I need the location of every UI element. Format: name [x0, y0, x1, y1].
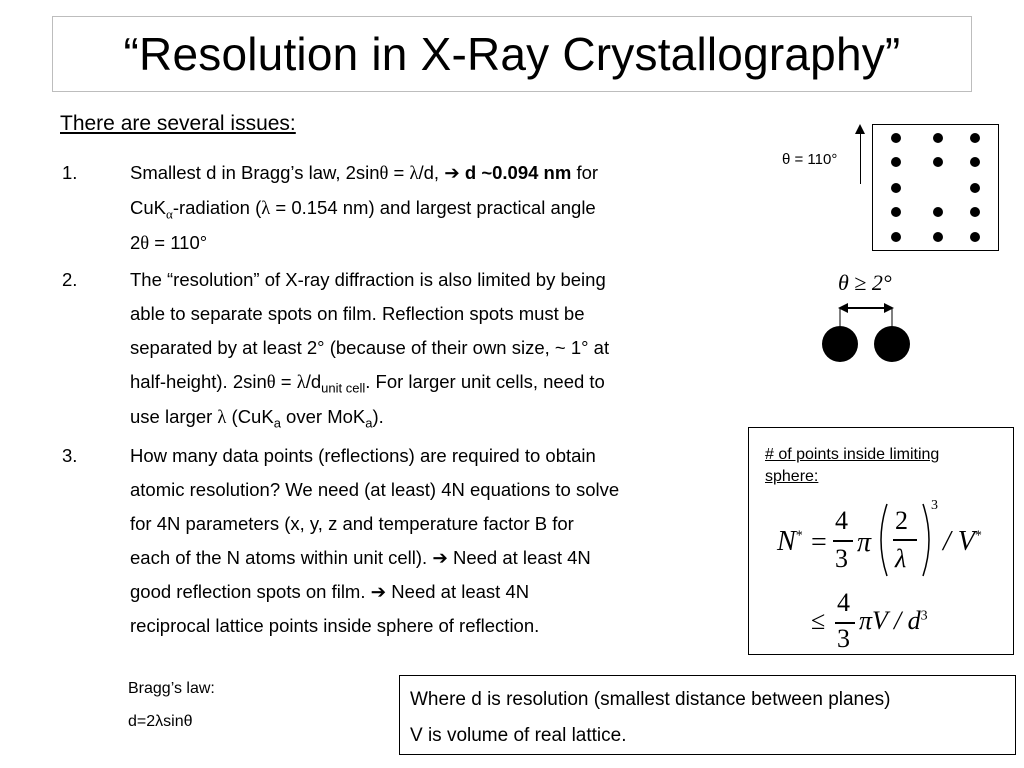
lambda-symbol: λ — [261, 199, 271, 219]
lattice-point — [891, 207, 901, 217]
item-body — [130, 439, 742, 643]
item-line — [130, 365, 742, 400]
pv-text: πV / d — [859, 606, 921, 635]
text: = 0.154 nm) and largest practical angle — [270, 197, 596, 218]
separation-angle-label: θ ≥ 2° — [838, 270, 892, 295]
item-line: The “resolution” of X-ray diffraction is also limited by being — [130, 269, 606, 290]
lambda-denominator: λ — [895, 544, 907, 573]
lattice-point — [891, 133, 901, 143]
item-line: for 4N parameters (x, y, z and temperature factor B for — [130, 513, 574, 534]
lattice-grid — [872, 124, 999, 251]
sphere-heading: # of points inside limiting sphere: — [765, 446, 940, 485]
lattice-point — [970, 207, 980, 217]
lambda-symbol: λ — [296, 373, 306, 393]
definition-line: Where d is resolution (smallest distance between planes) — [410, 689, 891, 710]
subscript: unit cell — [321, 380, 366, 396]
formula-n — [777, 526, 803, 558]
slash-v: / V — [943, 526, 975, 557]
bragg-law-label: Bragg’s law: — [128, 680, 215, 697]
item-line: able to separate spots on film. Reflection spots must be — [130, 303, 585, 324]
slide-title: “Resolution in X-Ray Crystallography” — [123, 28, 901, 80]
title-box — [52, 16, 972, 92]
pi-symbol: π — [857, 527, 872, 558]
text: /d, — [418, 162, 445, 183]
text: half-height). 2sin — [130, 371, 267, 392]
subscript: a — [365, 415, 373, 431]
reflection-spot — [874, 326, 910, 362]
star-superscript: * — [795, 528, 803, 544]
cube-exponent: 3 — [931, 498, 938, 513]
item-line: separated by at least 2° (because of their own size, ~ 1° at — [130, 337, 610, 358]
item-line — [130, 191, 742, 226]
definitions-box — [399, 675, 1016, 755]
text: /d — [305, 371, 322, 392]
text: ). — [372, 406, 384, 427]
item-line: How many data points (reflections) are required to obtain — [130, 445, 596, 466]
equals-sign: = — [811, 527, 827, 558]
theta-symbol: θ — [140, 234, 150, 254]
text: Smallest d in Bragg’s law, 2sin — [130, 162, 380, 183]
arrow-up-icon — [855, 124, 865, 134]
numerator-four: 4 — [835, 506, 848, 535]
item-number: 1. — [62, 162, 78, 183]
item-line: atomic resolution? We need (at least) 4N equations to solve — [130, 479, 620, 500]
text: . For larger unit cells, need to — [365, 371, 605, 392]
lattice-point — [970, 183, 980, 193]
item-number: 3. — [62, 445, 78, 466]
pi-v-over-d — [859, 606, 928, 636]
text: over MoK — [280, 406, 366, 427]
text: = — [275, 371, 297, 392]
definition-line: V is volume of real lattice. — [410, 725, 627, 746]
lattice-point — [970, 133, 980, 143]
sphere-formula-box — [748, 427, 1014, 655]
lattice-point — [933, 157, 943, 167]
numerator-four: 4 — [837, 588, 850, 617]
lambda-symbol: λ — [409, 164, 419, 184]
issue-item-2 — [62, 263, 742, 435]
issues-heading: There are several issues: — [60, 112, 296, 135]
cube-exponent: 3 — [920, 608, 928, 624]
theta-symbol: θ — [266, 373, 276, 393]
n-symbol: N — [777, 526, 796, 557]
alpha-subscript: α — [166, 206, 173, 222]
item-line — [130, 156, 742, 191]
divide-by-v — [943, 526, 982, 558]
issue-item-1 — [62, 156, 742, 261]
item-number: 2. — [62, 269, 78, 290]
bragg-law-equation: d=2λsinθ — [128, 713, 193, 730]
lattice-point — [891, 157, 901, 167]
item-line — [130, 575, 742, 609]
lattice-point — [891, 232, 901, 242]
vertical-arrow — [860, 126, 861, 184]
text: Need at least 4N — [386, 581, 530, 602]
arrow-icon: ➔ — [432, 547, 448, 568]
text: 2 — [130, 232, 141, 253]
lattice-point — [891, 183, 901, 193]
text: Need at least 4N — [447, 547, 591, 568]
text: CuK — [130, 197, 166, 218]
lambda-symbol: λ — [217, 408, 227, 428]
arrow-icon: ➔ — [444, 162, 460, 183]
lattice-point — [933, 232, 943, 242]
denominator-three: 3 — [835, 544, 848, 573]
reflection-spot — [822, 326, 858, 362]
denominator-three: 3 — [837, 624, 850, 653]
leq-sign: ≤ — [811, 606, 826, 635]
spot-separation-diagram — [818, 296, 918, 366]
lattice-point — [933, 133, 943, 143]
text: for — [571, 162, 599, 183]
item-line — [130, 541, 742, 575]
theta-angle-label: θ = 110° — [782, 151, 838, 168]
lattice-point — [933, 207, 943, 217]
text: -radiation ( — [172, 197, 262, 218]
text: use larger — [130, 406, 218, 427]
item-line: reciprocal lattice points inside sphere of reflection. — [130, 615, 540, 636]
text: good reflection spots on film. — [130, 581, 371, 602]
numerator-two: 2 — [895, 506, 908, 535]
lattice-point — [970, 232, 980, 242]
item-body — [130, 263, 742, 435]
text: = — [388, 162, 410, 183]
issue-item-3 — [62, 439, 742, 643]
text: (CuK — [226, 406, 274, 427]
item-line — [130, 226, 742, 261]
star-superscript: * — [974, 528, 982, 544]
item-body — [130, 156, 742, 261]
result-value: d ~0.094 nm — [459, 162, 572, 183]
text: = 110° — [149, 232, 208, 253]
item-line — [130, 400, 742, 435]
subscript: a — [273, 415, 281, 431]
lattice-point — [970, 157, 980, 167]
theta-symbol: θ — [379, 164, 389, 184]
text: each of the N atoms within unit cell). — [130, 547, 433, 568]
arrow-icon: ➔ — [370, 581, 387, 602]
fraction-bar — [833, 540, 853, 542]
